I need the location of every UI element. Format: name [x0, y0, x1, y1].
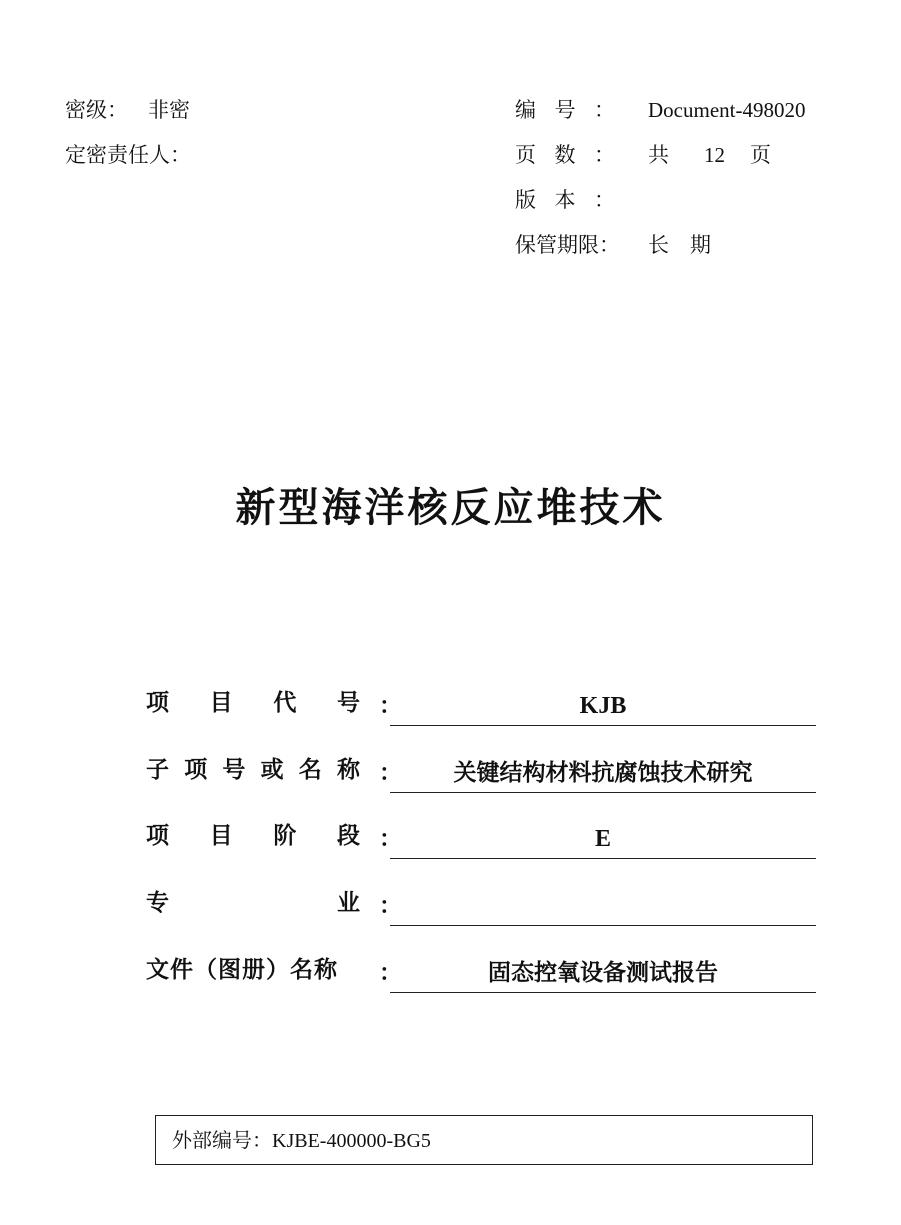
project-stage-colon: ： — [379, 826, 402, 852]
retention-period-label: 保管期限： — [515, 233, 620, 257]
classification-value: 非密 — [148, 98, 190, 122]
external-number-label: 外部编号： — [172, 1128, 272, 1152]
project-code-label: 项目代号 — [146, 690, 360, 716]
specialty-label: 专业 — [146, 890, 360, 916]
project-stage-label: 项目阶段 — [146, 823, 360, 849]
version-label: 版本： — [515, 188, 615, 212]
project-code-field — [390, 689, 816, 726]
external-number-text — [172, 1127, 431, 1154]
subitem-name-colon: ： — [379, 760, 402, 786]
classification-label: 密级： — [65, 98, 128, 122]
document-number-value: Document-498020 — [648, 98, 806, 122]
subitem-name-field — [390, 756, 816, 793]
project-stage-value: E — [594, 826, 611, 852]
page-count-suffix: 页 — [750, 143, 771, 167]
file-name-label: 文件（图册）名称 — [146, 957, 338, 983]
page-count-value: 12 — [704, 143, 725, 167]
document-number-label: 编号： — [515, 98, 615, 122]
responsible-person-label: 定密责任人： — [65, 143, 191, 167]
specialty-field — [390, 889, 816, 926]
file-name-colon: ： — [379, 960, 402, 986]
retention-period-value: 长 期 — [648, 233, 711, 257]
document-title: 新型海洋核反应堆技术 — [235, 485, 666, 531]
page-count-label: 页数： — [515, 143, 615, 167]
file-name-value: 固态控氧设备测试报告 — [488, 960, 718, 986]
project-code-value: KJB — [579, 693, 627, 719]
page-count-prefix: 共 — [648, 143, 669, 167]
external-number-box — [155, 1115, 813, 1165]
specialty-colon: ： — [379, 893, 402, 919]
file-name-field — [390, 956, 816, 993]
project-stage-field — [390, 822, 816, 859]
subitem-name-value: 关键结构材料抗腐蚀技术研究 — [453, 760, 753, 786]
subitem-name-label: 子项号或名称 — [146, 757, 360, 783]
project-code-colon: ： — [379, 693, 402, 719]
external-number-value: KJBE-400000-BG5 — [272, 1130, 431, 1152]
